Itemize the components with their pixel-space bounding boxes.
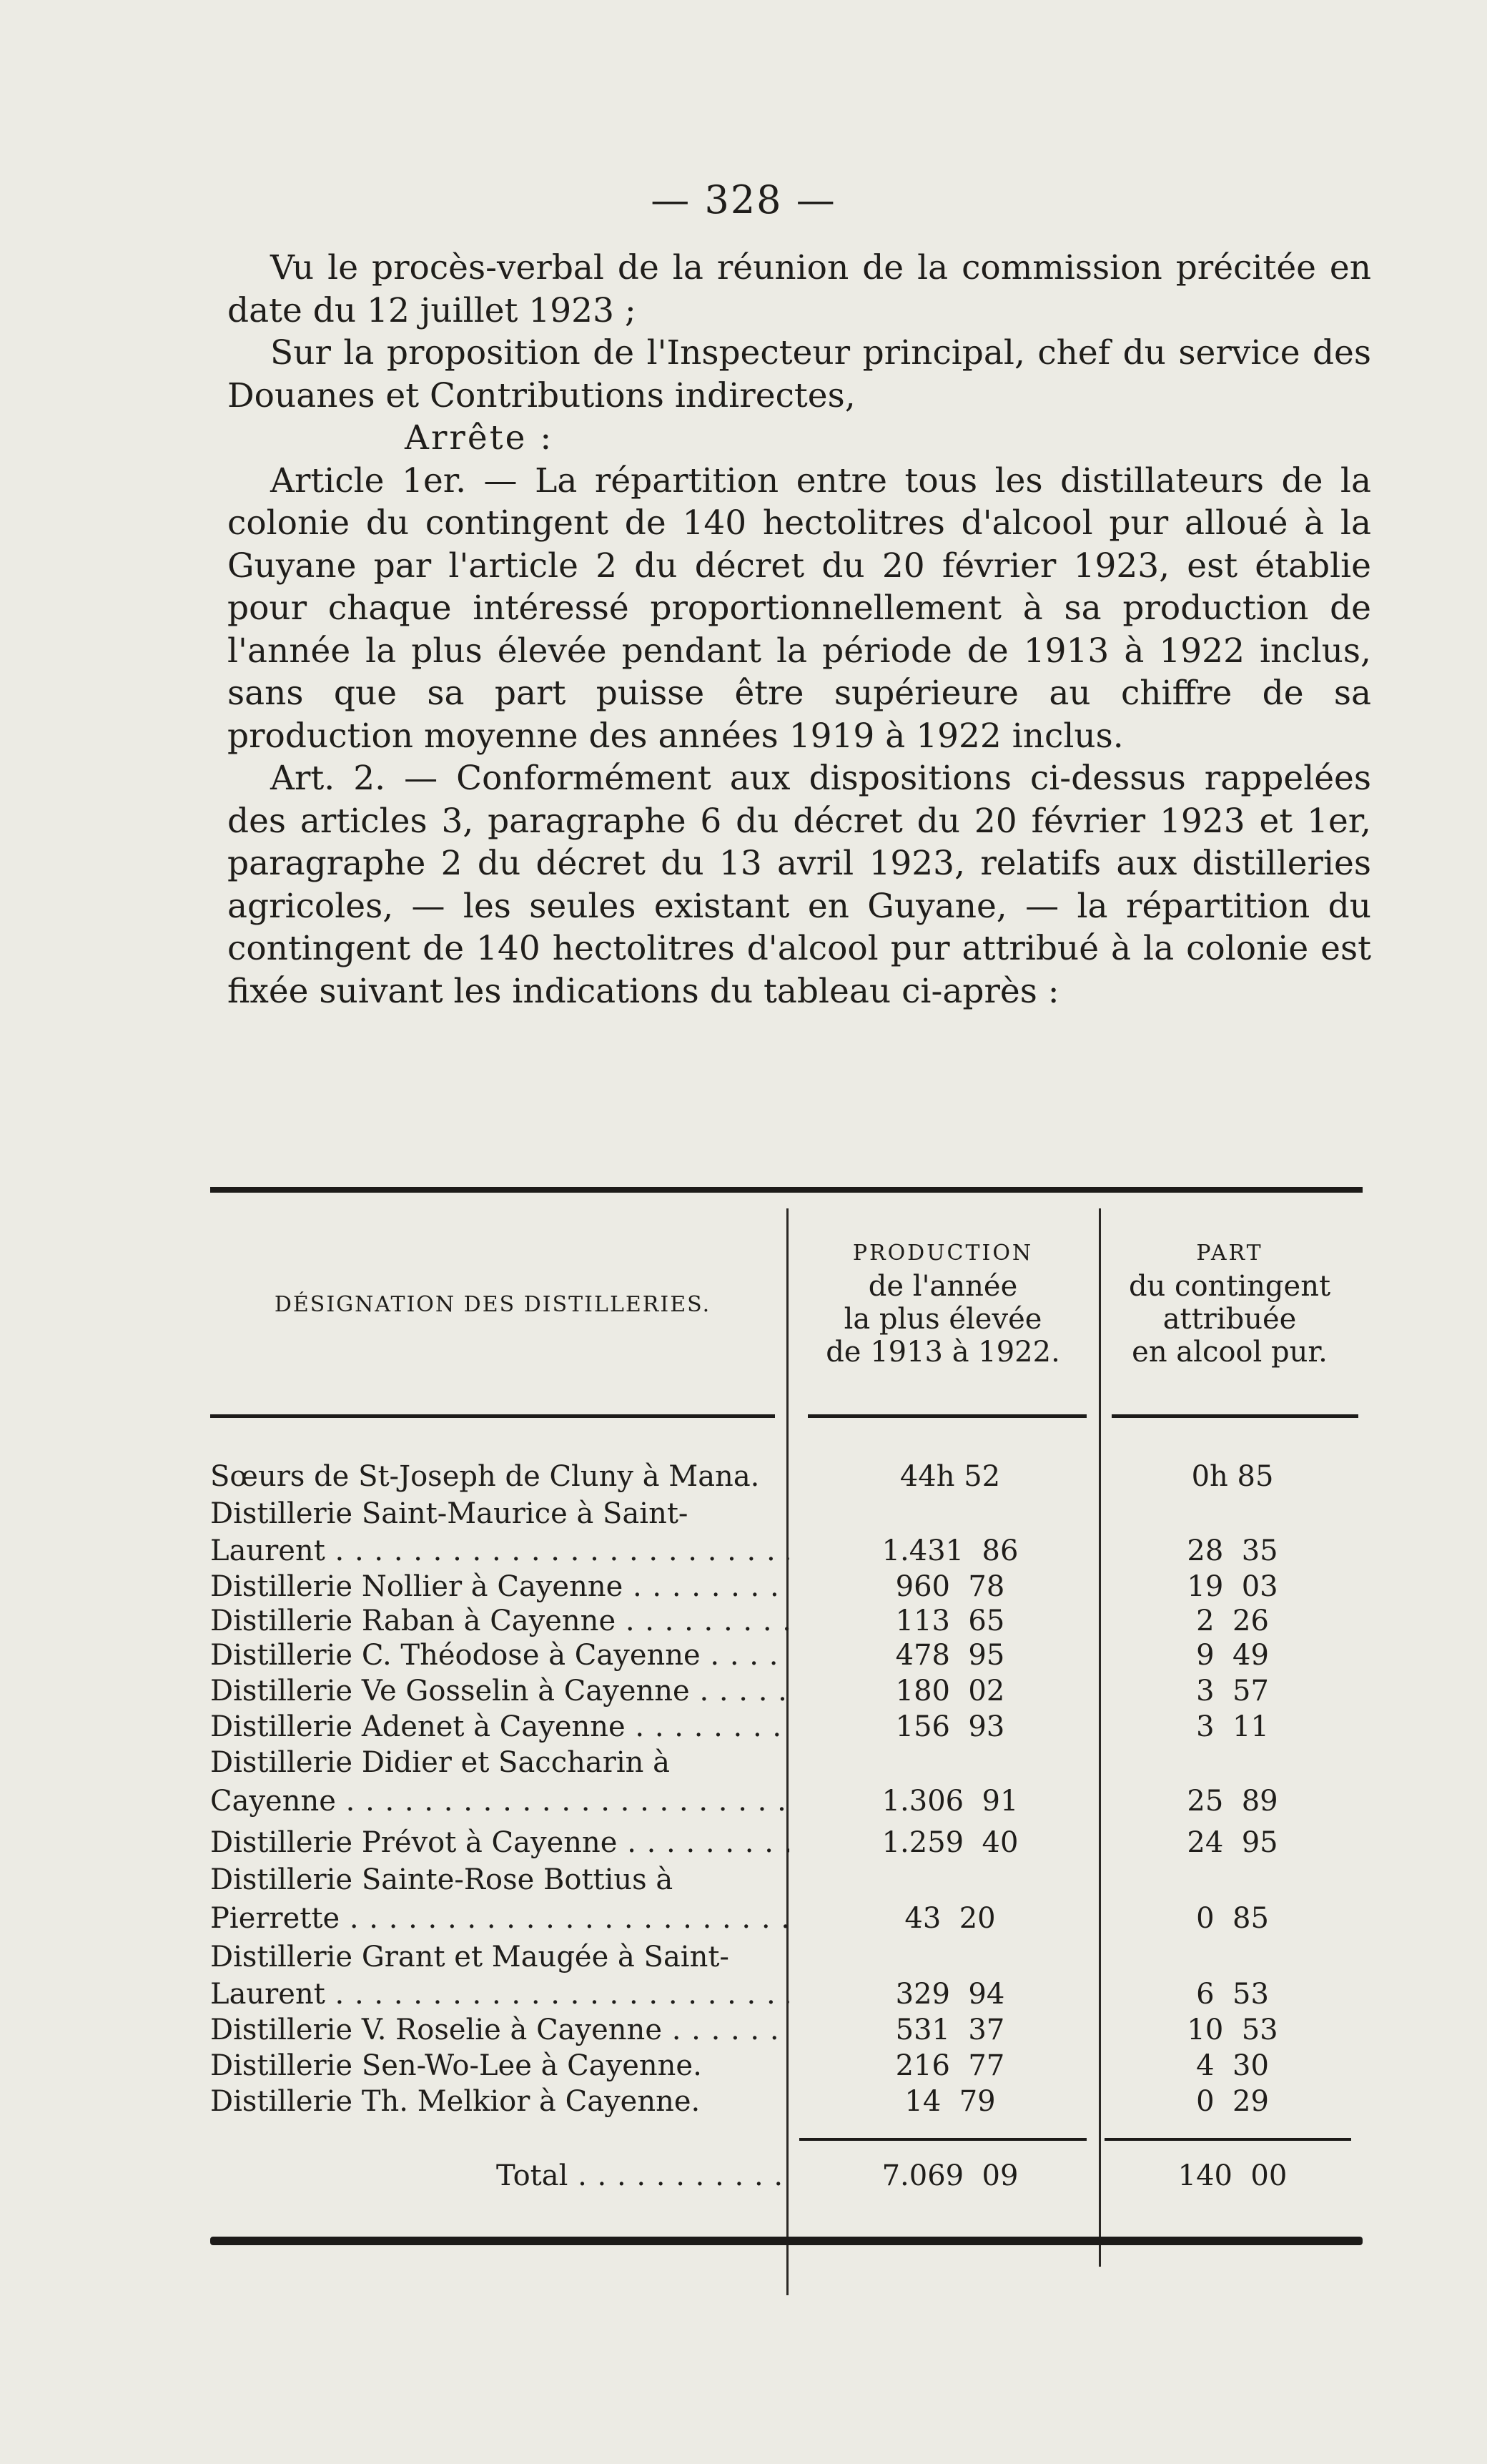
table-row: Cayenne . . . 1.306 91 25 89: [210, 1783, 1363, 1819]
table-row: Distillerie Grant et Maugée à Saint-: [210, 1941, 729, 1973]
table-row: Distillerie Sainte-Rose Bottius à: [210, 1863, 673, 1896]
table-row: Distillerie V. Roselie à Cayenne . . . 531 37 10 53: [210, 2012, 1363, 2048]
paragraph-proposition: Sur la proposition de l'Inspecteur principal, chef du service des Douanes et Contributions indirectes,: [227, 333, 1371, 415]
header-production: PRODUCTION de l'année la plus élevée de 1913 à 1922.: [826, 1241, 1060, 1369]
decree-text: [227, 247, 1371, 1012]
table-row: Distillerie Sen-Wo-Lee à Cayenne. 216 77 4 30: [210, 2049, 1269, 2082]
header-rule: [210, 1414, 775, 1418]
table-row: Laurent . . . 329 94 6 53: [210, 1976, 1363, 2012]
table-row: Pierrette . . . 43 20 0 85: [210, 1901, 1363, 1936]
table-bottom-rule: [210, 2237, 1363, 2245]
table-row: Distillerie Saint-Maurice à Saint-: [210, 1497, 688, 1530]
paragraph-proces-verbal: Vu le procès-verbal de la réunion de la commission précitée en date du 12 juillet 1923 ;: [227, 248, 1371, 330]
total-production: 7.069 09: [881, 2159, 1019, 2192]
article-2: Art. 2. — Conformément aux dispositions ci-dessus rappelées des articles 3, paragraphe 6 du décret du 20 février 1923 et 1er, paragraphe 2 du décret du 13 avril 1923, relatifs aux distilleries agricoles, — les seules existant en Guyane, — la répartition du contingent de 140 hectolitres d'alcool pur attribué à la colonie est fixée suivant les indications du tableau ci-après :: [227, 759, 1371, 1011]
table-row: Distillerie Nollier à Cayenne . . . 960 78 19 03: [210, 1569, 1363, 1605]
table-row: Sœurs de St-Joseph de Cluny à Mana. 44h 52 0h 85: [210, 1460, 1274, 1493]
table-row: Distillerie Ve Gosselin à Cayenne . . . 180 02 3 57: [210, 1673, 1363, 1709]
total-row: [210, 2158, 1363, 2194]
header-rule: [1112, 1414, 1358, 1418]
page-number: — 328 —: [651, 177, 836, 222]
table-row: Distillerie Raban à Cayenne . . . 113 65 2 26: [210, 1603, 1363, 1639]
table-row: Distillerie Th. Melkior à Cayenne. 14 79 0 29: [210, 2085, 1269, 2118]
table-top-rule: [210, 1187, 1363, 1193]
header-designation: DÉSIGNATION DES DISTILLERIES.: [274, 1292, 711, 1317]
header-part: PART du contingent attribuée en alcool pur.: [1128, 1241, 1331, 1369]
table-row: Laurent . . . 1.431 86 28 35: [210, 1533, 1363, 1569]
total-label: Total . . .: [210, 2158, 789, 2194]
table-row: Distillerie Didier et Saccharin à: [210, 1746, 670, 1779]
table-row: Distillerie Adenet à Cayenne . . . 156 93 3 11: [210, 1709, 1363, 1745]
total-rule: [1105, 2138, 1351, 2141]
table-row: Distillerie Prévot à Cayenne . . . 1.259 40 24 95: [210, 1825, 1363, 1861]
arrete-heading: Arrête :: [405, 418, 554, 458]
header-rule: [808, 1414, 1087, 1418]
table-row: Distillerie C. Théodose à Cayenne . . . 478 95 9 49: [210, 1637, 1363, 1673]
article-1: Article 1er. — La répartition entre tous les distillateurs de la colonie du contingent de 140 hectolitres d'alcool pur alloué à la Guyane par l'article 2 du décret du 20 février 1923, est établie pour chaque intéressé proportionnellement à sa production de l'année la plus élevée pendant la période de 1913 à 1922 inclus, sans que sa part puisse être supérieure au chiffre de sa production moyenne des années 1919 à 1922 inclus.: [227, 460, 1371, 756]
total-rule: [799, 2138, 1087, 2141]
total-part: 140 00: [1177, 2159, 1288, 2192]
